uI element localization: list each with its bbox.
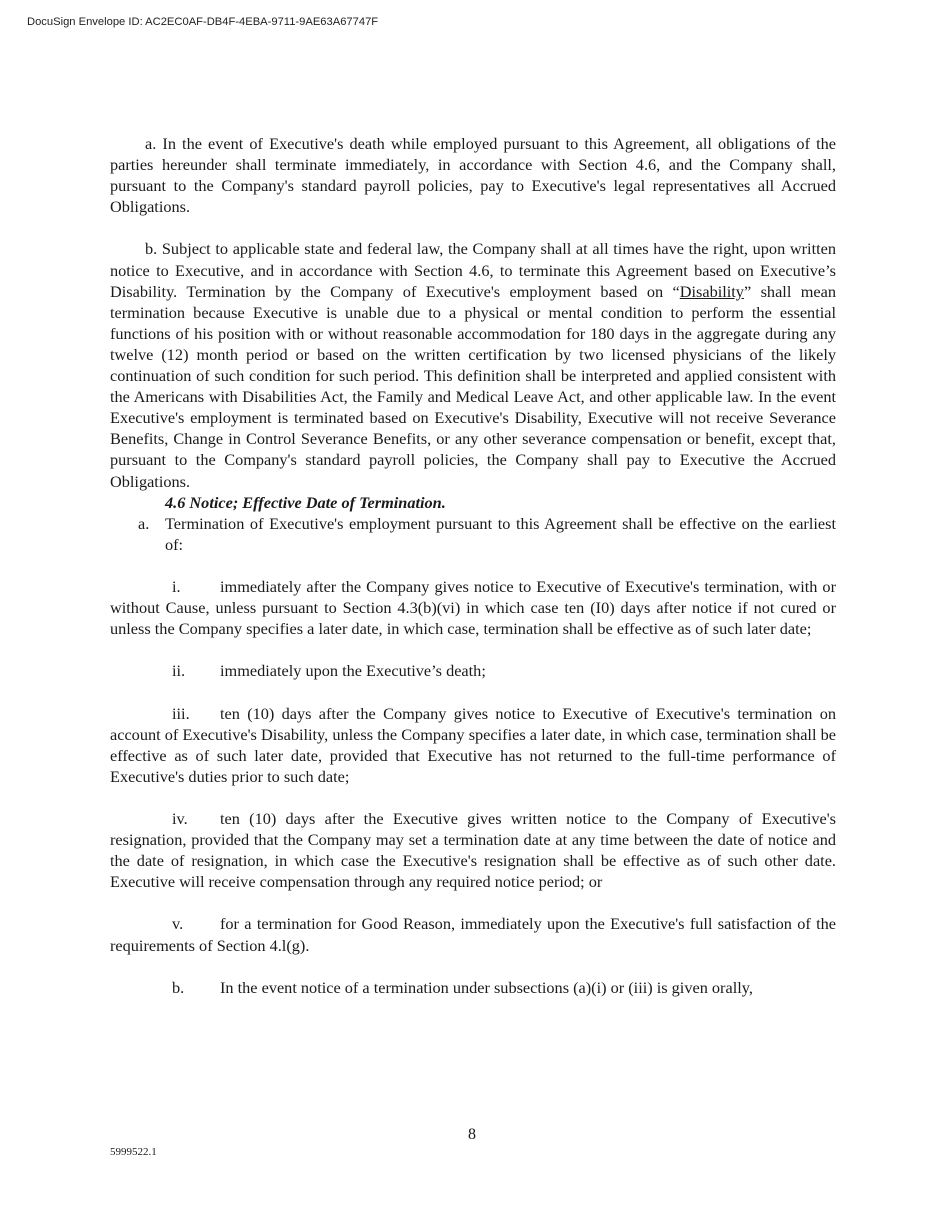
subsection-b-marker: b. (172, 977, 185, 997)
list-item-iv-marker: iv. (172, 809, 188, 828)
subsection-a-marker: a. (138, 513, 150, 533)
docusign-envelope-id: DocuSign Envelope ID: AC2EC0AF-DB4F-4EBA-9711-9AE63A67747F (27, 16, 379, 28)
list-item-iii-text: ten (10) days after the Company gives notice to Executive of Executive's termination on account of Executive's Disability, unless the Company specifies a later date, in which case, termination shall be effective as of such later date, provided that Executive has not returned to the full-time performance of Executive's duties prior to such date; (110, 703, 836, 786)
subsection-b-text: In the event notice of a termination under subsections (a)(i) or (iii) is given orally, (220, 977, 753, 997)
subsection-b (110, 977, 836, 998)
list-item-iii (110, 703, 836, 787)
subsection-a (110, 513, 836, 555)
list-item-i-text: immediately after the Company gives notice to Executive of Executive's termination, with or without Cause, unless pursuant to Section 4.3(b)(vi) in which case ten (I0) days after notice if not cured or unless the Company specifies a later date, in which case, termination shall be effective as of such later date; (110, 576, 836, 639)
list-item-ii (110, 660, 836, 681)
paragraph-death: a. In the event of Executive's death while employed pursuant to this Agreement, all obligations of the parties hereunder shall terminate immediately, in accordance with Section 4.6, and the Company shall, pursuant to the Company's standard payroll policies, pay to Executive's legal representatives all Accrued Obligations. (110, 134, 836, 217)
section-heading-4-6: 4.6 Notice; Effective Date of Termination. (165, 492, 446, 512)
subsection-a-text: Termination of Executive's employment pursuant to this Agreement shall be effective on the earliest of: (165, 513, 836, 554)
list-item-v (110, 913, 836, 955)
list-item-ii-marker: ii. (172, 661, 186, 681)
paragraph-disability-rest: ” shall mean termination because Executive is unable due to a physical or mental condition to perform the essential functions of his position with or without reasonable accommodation for 180 days in the aggregate during any twelve (12) month period or based on the written certification by two licensed physicians of the likely continuation of such condition for such period. This definition shall be interpreted and applied consistent with the Americans with Disabilities Act, the Family and Medical Leave Act, and other applicable law. In the event Executive's employment is terminated based on Executive's Disability, Executive will not receive Severance Benefits, Change in Control Severance Benefits, or any other severance compensation or benefit, except that, pursuant to the Company's standard payroll policies, the Company shall pay to Executive the Accrued Obligations. (110, 281, 837, 491)
list-item-v-marker: v. (172, 914, 184, 934)
paragraph-disability (110, 238, 836, 491)
list-item-iii-marker: iii. (172, 703, 190, 723)
list-item-i (110, 576, 836, 639)
document-page-body (110, 133, 836, 998)
document-number: 5999522.1 (110, 1146, 157, 1158)
defined-term-disability: Disability (679, 281, 744, 301)
page-number: 8 (468, 1126, 476, 1143)
paragraph-disability-lead: b. Subject to applicable state and federal law, the Company shall at all times have the right, upon written notice to Executive, and in accordance with Section 4.6, to terminate this Agreement based on Executive’s Disability. Termination by the Company of Executive's employment based on “ (110, 239, 836, 301)
list-item-i-marker: i. (172, 576, 181, 596)
list-item-ii-text: immediately upon the Executive’s death; (220, 661, 486, 681)
list-item-v-text: for a termination for Good Reason, immediately upon the Executive's full satisfaction of the requirements of Section 4.l(g). (110, 914, 836, 955)
list-item-iv (110, 808, 836, 892)
list-item-iv-text: ten (10) days after the Executive gives written notice to the Company of Executive's resignation, provided that the Company may set a termination date at any time between the date of notice and the date of resignation, in which case the Executive's resignation shall be effective as of such other date. Executive will receive compensation through any required notice period; or (110, 809, 836, 892)
